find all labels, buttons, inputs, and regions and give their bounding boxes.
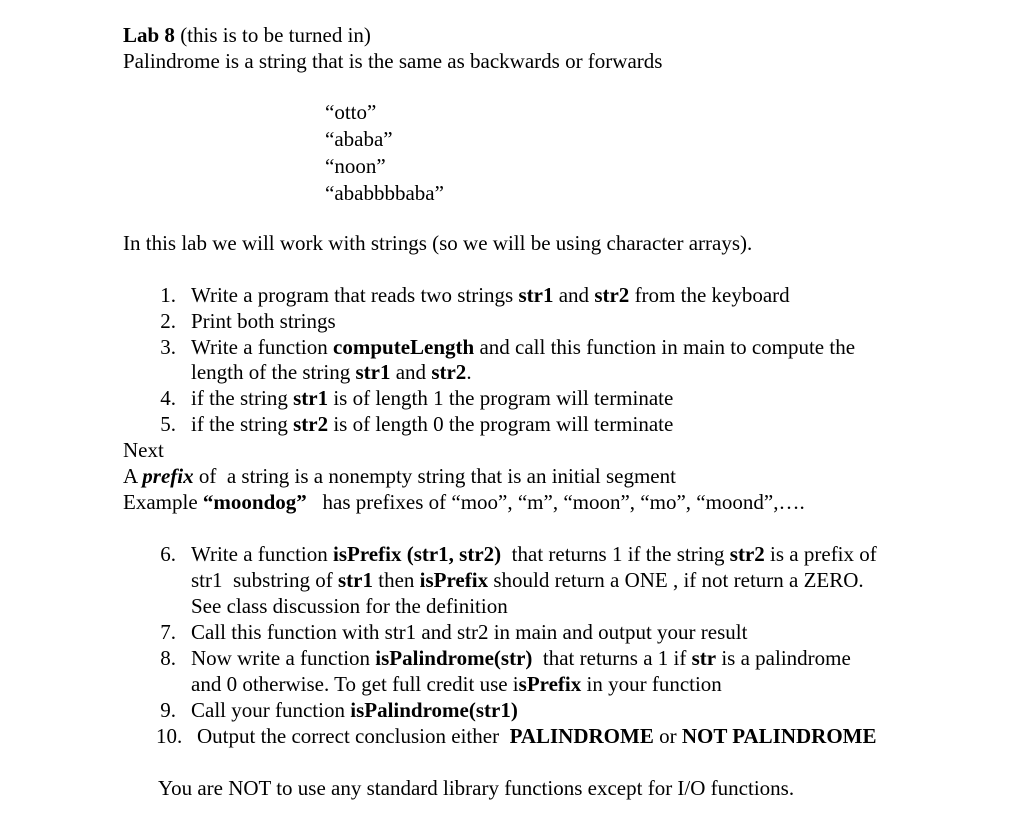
example-word: “ababa” — [325, 127, 393, 151]
step-number: 7. — [160, 620, 176, 644]
step-text-continued: length of the string str1 and str2. — [191, 360, 472, 384]
step-number: 8. — [160, 646, 176, 670]
intro-text: In this lab we will work with strings (so we will be using character arrays). — [123, 231, 753, 255]
footer-note: You are NOT to use any standard library functions except for I/O functions. — [158, 776, 795, 800]
step-text-continued: and 0 otherwise. To get full credit use isPrefix in your function — [191, 672, 722, 696]
step-text: Print both strings — [191, 309, 336, 333]
example-word: “ababbbbaba” — [325, 181, 444, 205]
step-text: if the string str2 is of length 0 the program will terminate — [191, 412, 674, 436]
step-number: 5. — [160, 412, 176, 436]
example-word: “noon” — [325, 154, 386, 178]
example-word: “otto” — [325, 100, 377, 124]
step-text: Write a function isPrefix (str1, str2) that returns 1 if the string str2 is a prefix of — [191, 542, 877, 566]
step-text-continued: See class discussion for the definition — [191, 594, 508, 618]
step-number: 10. — [156, 724, 183, 748]
step-text: Call this function with str1 and str2 in main and output your result — [191, 620, 748, 644]
step-text: Write a function computeLength and call this function in main to compute the — [191, 335, 856, 359]
step-number: 1. — [160, 283, 176, 307]
step-number: 6. — [160, 542, 176, 566]
step-number: 9. — [160, 698, 176, 722]
step-text: if the string str1 is of length 1 the program will terminate — [191, 386, 674, 410]
step-number: 4. — [160, 386, 176, 410]
step-text: Write a program that reads two strings str1 and str2 from the keyboard — [191, 283, 790, 307]
step-number: 2. — [160, 309, 176, 333]
lab-note: (this is to be turned in) — [174, 23, 371, 47]
prefix-example: Example “moondog” has prefixes of “moo”, “m”, “moon”, “mo”, “moond”,…. — [123, 490, 805, 514]
step-text: Call your function isPalindrome(str1) — [191, 698, 518, 722]
lab-title — [123, 22, 371, 48]
step-text: Now write a function isPalindrome(str) that returns a 1 if str is a palindrome — [191, 646, 851, 670]
prefix-definition: A prefix of a string is a nonempty string that is an initial segment — [123, 464, 676, 488]
step-text: Output the correct conclusion either PALINDROME or NOT PALINDROME — [197, 724, 877, 748]
step-number: 3. — [160, 335, 176, 359]
next-label: Next — [123, 438, 164, 462]
palindrome-definition: Palindrome is a string that is the same as backwards or forwards — [123, 49, 663, 73]
step-text-continued: str1 substring of str1 then isPrefix should return a ONE , if not return a ZERO. — [191, 568, 864, 592]
lab-number: Lab 8 — [123, 23, 175, 47]
